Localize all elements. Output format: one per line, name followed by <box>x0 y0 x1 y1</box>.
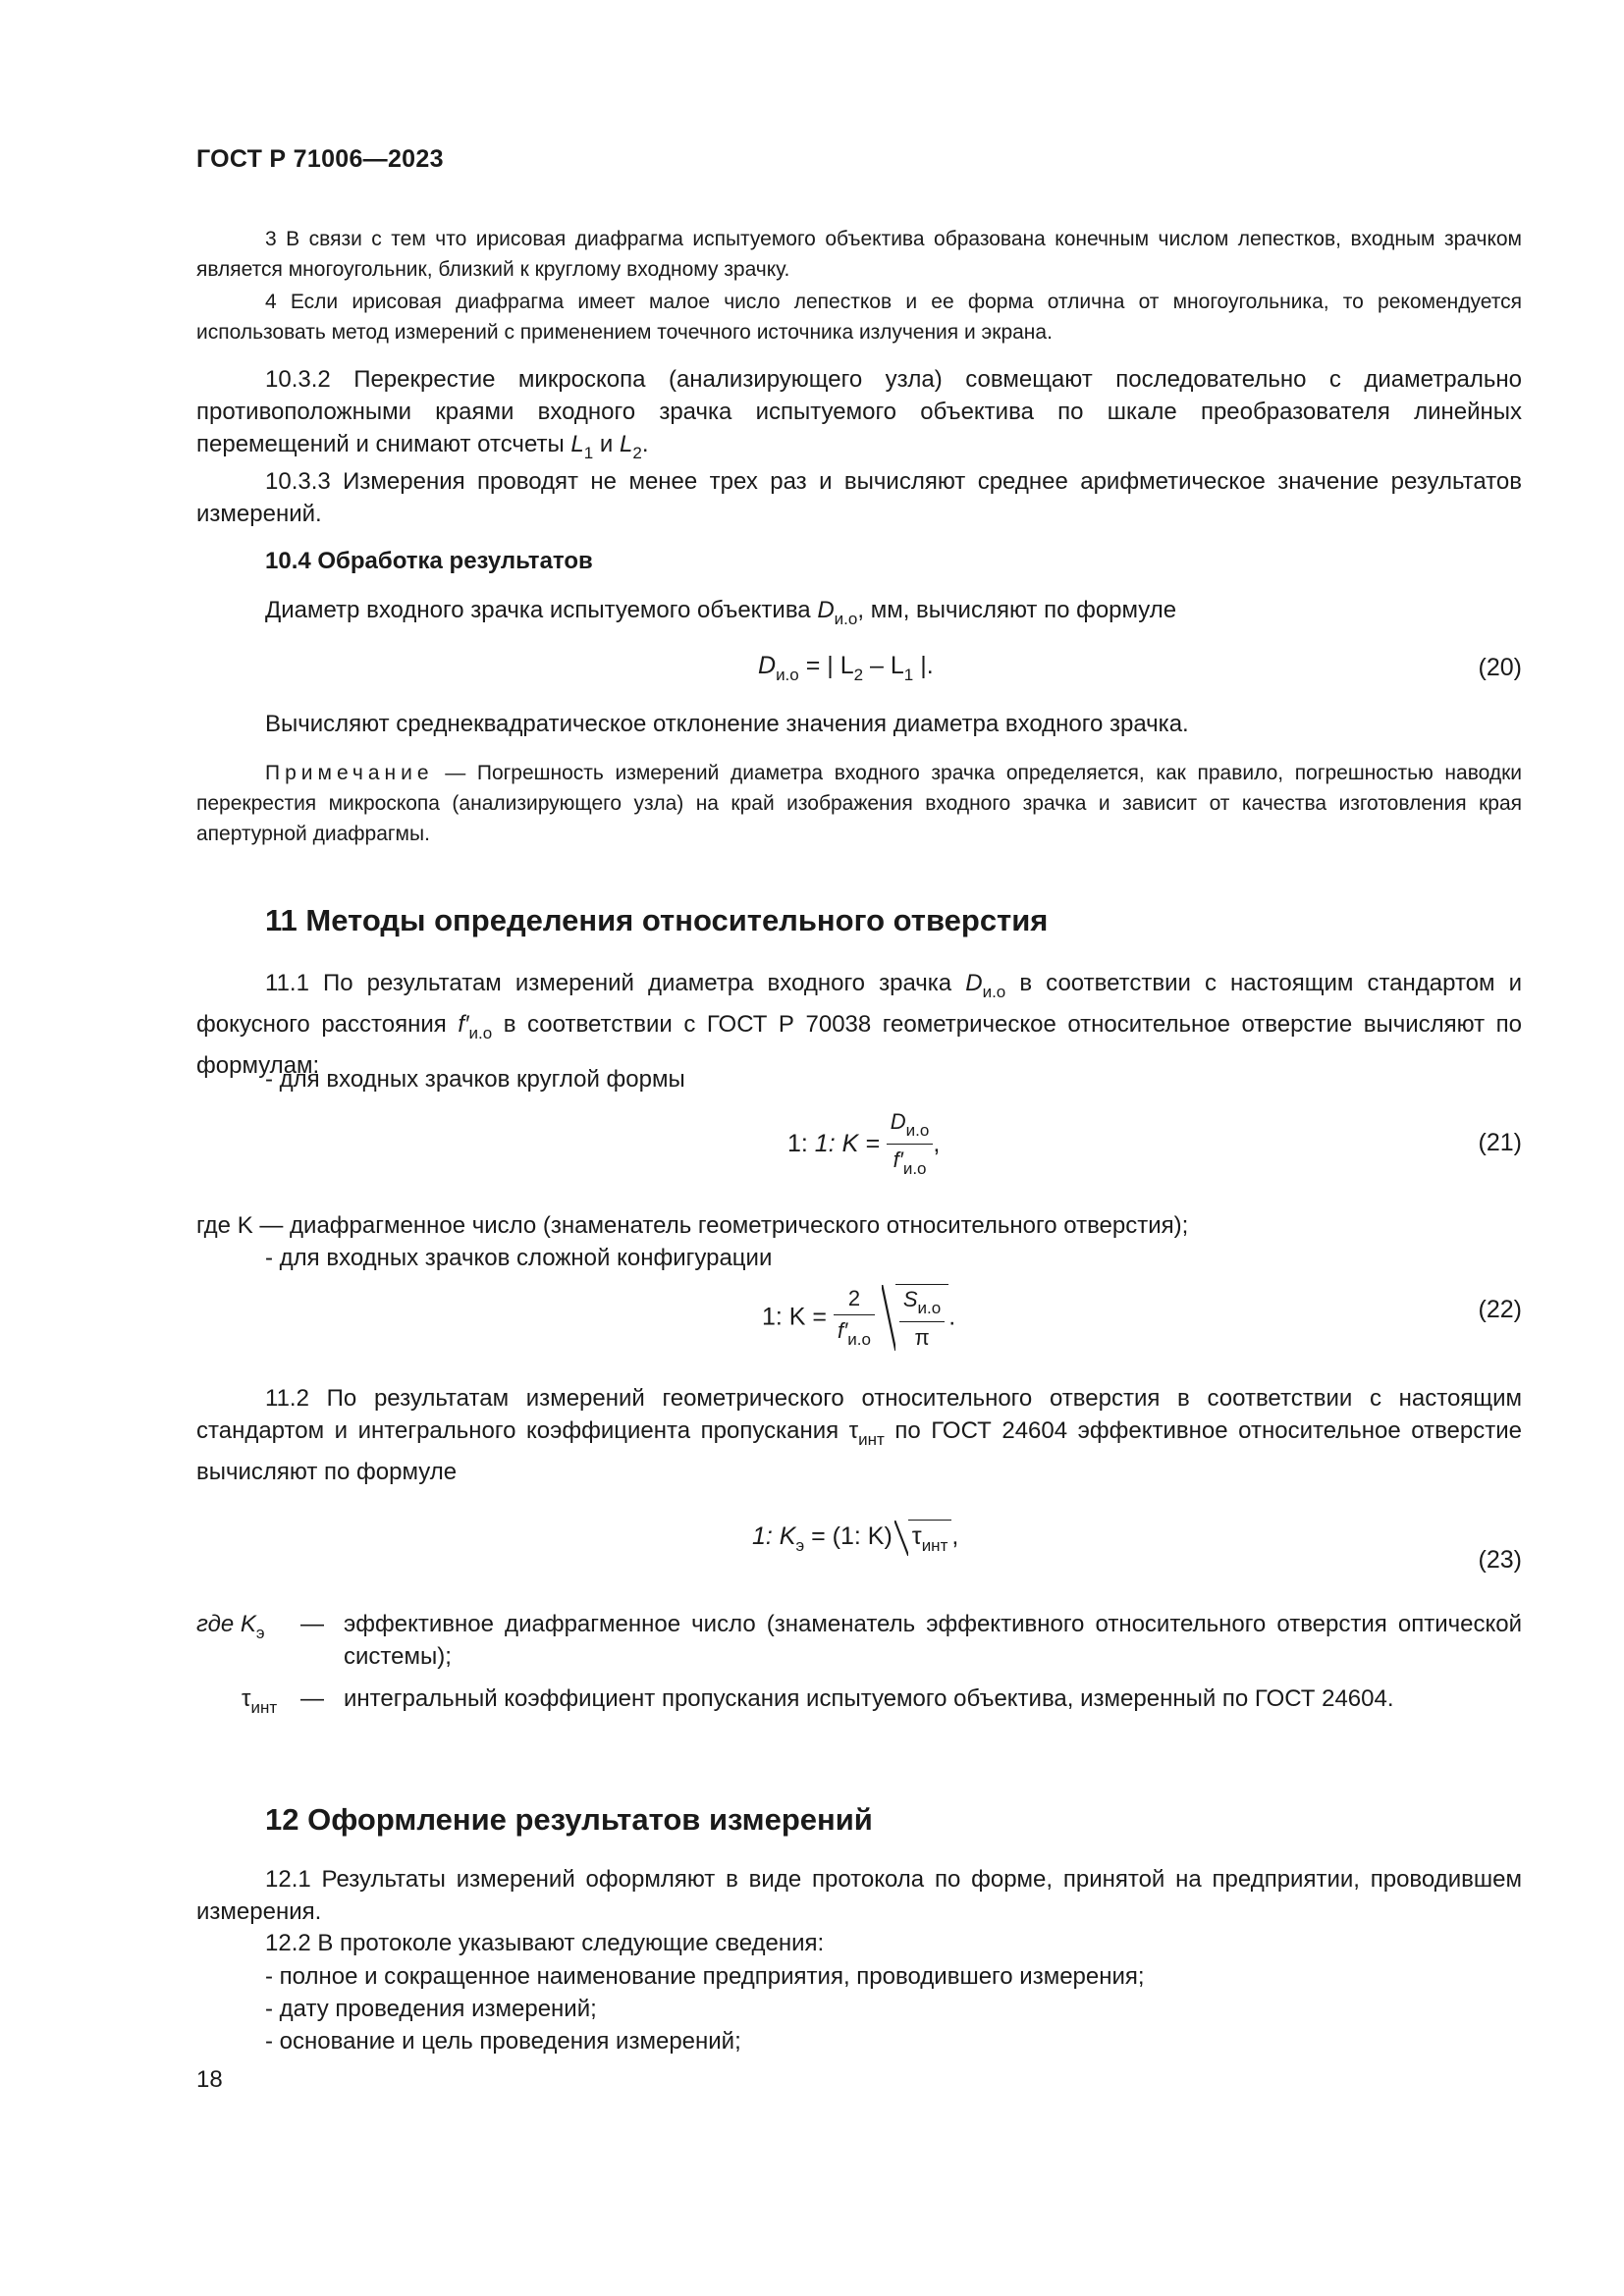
where-ke-dash: — <box>300 1611 324 1637</box>
equation-number-23: (23) <box>1478 1546 1522 1574</box>
paragraph-11-1: 11.1 По результатам измерений диаметра входного зрачка $D_{и.о}$ в соответствии с настоящим стандартом и фокусного расстояния $f'_{и.о}$ в соответствии с ГОСТ Р 70038 геометрическое относительное отверстие вычисляют по формулам: <box>196 970 1523 1079</box>
formula-21: 1: 1: K = $\frac{D_{и.о}}{f'_{и.о}}$ , <box>787 1109 941 1178</box>
section-10-4-title: 10.4 Обработка результатов <box>265 548 593 574</box>
document-code: ГОСТ Р 71006—2023 <box>196 145 444 173</box>
list-item: - дату проведения измерений; <box>265 1996 597 2022</box>
paragraph-12-2: 12.2 В протоколе указывают следующие сведения: <box>265 1930 825 1956</box>
where-ke-term: где $K_э$ <box>196 1611 265 1642</box>
section-12-title: 12 Оформление результатов измерений <box>265 1802 873 1837</box>
note-3: 3 В связи с тем что ирисовая диафрагма испытуемого объектива образована конечным числом лепестков, входным зрачком является многоугольник, близкий к круглому входному зрачку. <box>196 228 1522 281</box>
where-tau-term: $\tau_{инт}$ <box>242 1685 278 1717</box>
list-item-complex: - для входных зрачков сложной конфигурации <box>265 1245 773 1271</box>
where-ke-text: эффективное диафрагменное число (знаменатель эффективного относительного отверстия оптической системы); <box>344 1611 1522 1670</box>
formula-22: 1: K = $\frac{2}{f'_{и.о}}$ $\frac{S_{и.о}}{\pi}$ . <box>762 1285 956 1350</box>
page-number: 18 <box>196 2066 223 2093</box>
document-page <box>196 0 1522 2296</box>
section-11-title: 11 Методы определения относительного отверстия <box>265 903 1049 937</box>
list-item-round: - для входных зрачков круглой формы <box>265 1066 685 1093</box>
paragraph-11-2: 11.2 По результатам измерений геометрического относительного отверстия в соответствии с настоящим стандартом и интегрального коэффициента пропускания $\tau_{инт}$ по ГОСТ 24604 эффективное относительное отверстие вычисляют по формуле <box>196 1385 1522 1485</box>
where-k: где K — диафрагменное число (знаменатель геометрического относительного отверстия); <box>196 1212 1189 1239</box>
list-item: - полное и сокращенное наименование предприятия, проводившего измерения; <box>265 1963 1145 1990</box>
paragraph-10-3-2: 10.3.2 Перекрестие микроскопа (анализирующего узла) совмещают последовательно с диаметрально противоположными краями входного зрачка испытуемого объектива по шкале преобразователя линейных перемещений и снимают отсчеты $L_1$ и $L_2$. <box>196 366 1522 462</box>
where-tau-text: интегральный коэффициент пропускания испытуемого объектива, измеренный по ГОСТ 24604. <box>344 1685 1394 1712</box>
note-10-4: Примечание — Погрешность измерений диаметра входного зрачка определяется, как правило, погрешностью наводки перекрестия микроскопа (анализирующего узла) на край изображения входного зрачка и зависит от качества изготовления края апертурной диафрагмы. <box>196 762 1522 845</box>
formula-intro: Диаметр входного зрачка испытуемого объектива $D_{и.о}$, мм, вычисляют по формуле <box>265 597 1177 628</box>
formula-23: 1: $K_э = (1$: K) $\tau_{инт}$ , <box>752 1520 958 1556</box>
paragraph-10-3-3: 10.3.3 Измерения проводят не менее трех раз и вычисляют среднее арифметическое значение результатов измерений. <box>196 468 1522 527</box>
equation-number-20: (20) <box>1478 654 1522 681</box>
list-item: - основание и цель проведения измерений; <box>265 2028 741 2055</box>
note-4: 4 Если ирисовая диафрагма имеет малое число лепестков и ее форма отлична от многоугольника, то рекомендуется использовать метод измерений с применением точечного источника излучения и экрана. <box>196 291 1522 344</box>
where-tau-dash: — <box>300 1685 324 1712</box>
equation-number-21: (21) <box>1478 1129 1522 1156</box>
equation-number-22: (22) <box>1478 1296 1522 1323</box>
paragraph-std-dev: Вычисляют среднеквадратическое отклонение значения диаметра входного зрачка. <box>265 711 1189 737</box>
formula-20: $D_{и.о}$ = | $L_2 - L_1$ |. <box>758 652 934 684</box>
paragraph-12-1: 12.1 Результаты измерений оформляют в виде протокола по форме, принятой на предприятии, проводившем измерения. <box>196 1866 1522 1925</box>
